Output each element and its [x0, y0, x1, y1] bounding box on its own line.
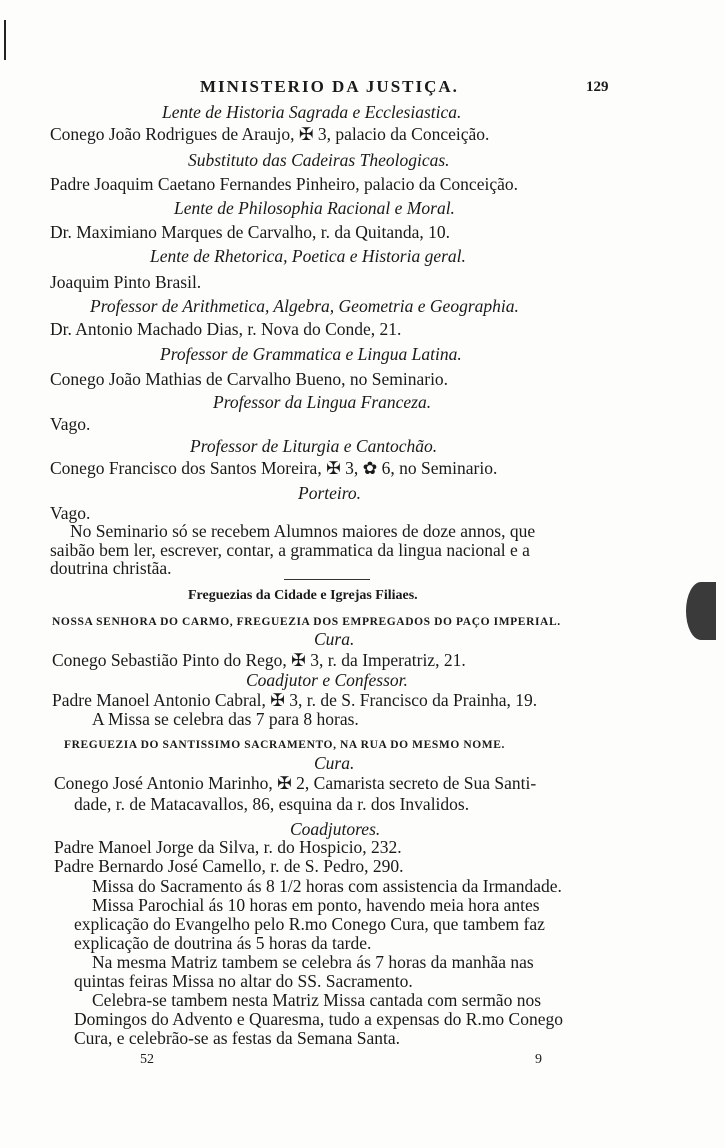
note-line: No Seminario só se recebem Alumnos maiores de doze annos, que	[70, 521, 536, 541]
note-line: saibão bem ler, escrever, contar, a grammatica da lingua nacional e a	[50, 540, 530, 560]
section-heading: Lente de Rhetorica, Poetica e Historia geral.	[150, 246, 466, 266]
section-heading: Professor de Arithmetica, Algebra, Geometria e Geographia.	[90, 296, 519, 316]
entry-line: Conego Francisco dos Santos Moreira, ✠ 3, ✿ 6, no Seminario.	[50, 458, 498, 478]
note-line: explicação de doutrina ás 5 horas da tarde.	[74, 933, 372, 953]
note-line: Missa Parochial ás 10 horas em ponto, havendo meia hora antes	[92, 895, 540, 915]
section-heading: Professor da Lingua Franceza.	[213, 392, 432, 412]
entry-line: Conego João Rodrigues de Araujo, ✠ 3, palacio da Conceição.	[50, 124, 490, 144]
role-heading: Cura.	[314, 629, 355, 649]
entry-line: Dr. Maximiano Marques de Carvalho, r. da Quitanda, 10.	[50, 222, 450, 242]
entry-line: Padre Manoel Jorge da Silva, r. do Hospicio, 232.	[54, 837, 402, 857]
note-line: Na mesma Matriz tambem se celebra ás 7 horas da manhãa nas	[92, 952, 534, 972]
note-line: A Missa se celebra das 7 para 8 horas.	[92, 709, 359, 729]
signature-mark: 52	[140, 1052, 154, 1067]
entry-line: Dr. Antonio Machado Dias, r. Nova do Conde, 21.	[50, 319, 402, 339]
page-number: 129	[586, 79, 609, 95]
note-line: quintas feiras Missa no altar do SS. Sacramento.	[74, 971, 413, 991]
role-heading: Cura.	[314, 753, 355, 773]
note-line: Celebra-se tambem nesta Matriz Missa cantada com sermão nos	[92, 990, 542, 1010]
entry-line: Conego José Antonio Marinho, ✠ 2, Camarista secreto de Sua Santi-	[54, 773, 537, 793]
entry-line: dade, r. de Matacavallos, 86, esquina da r. dos Invalidos.	[74, 794, 470, 814]
entry-line: Padre Joaquim Caetano Fernandes Pinheiro, palacio da Conceição.	[50, 174, 518, 194]
section-heading: Lente de Historia Sagrada e Ecclesiastica.	[162, 102, 462, 122]
note-line: explicação do Evangelho pelo R.mo Conego Cura, que tambem faz	[74, 914, 545, 934]
entry-line: Padre Manoel Antonio Cabral, ✠ 3, r. de S. Francisco da Prainha, 19.	[52, 690, 538, 710]
sheet-number: 9	[535, 1052, 542, 1067]
role-heading: Coadjutor e Confessor.	[246, 670, 408, 690]
entry-line: Conego Sebastião Pinto do Rego, ✠ 3, r. da Imperatriz, 21.	[52, 650, 466, 670]
section-heading: Substituto das Cadeiras Theologicas.	[188, 150, 450, 170]
entry-line: Vago.	[50, 503, 91, 523]
parish-heading: NOSSA SENHORA DO CARMO, FREGUEZIA DOS EMPREGADOS DO PAÇO IMPERIAL.	[52, 616, 561, 628]
entry-line: Joaquim Pinto Brasil.	[50, 272, 202, 292]
right-edge-blot	[686, 582, 716, 640]
running-header-title: MINISTERIO DA JUSTIÇA.	[200, 77, 459, 96]
section-heading: Porteiro.	[298, 483, 362, 503]
entry-line: Vago.	[50, 414, 91, 434]
left-margin-mark	[4, 20, 6, 60]
parish-heading: FREGUEZIA DO SANTISSIMO SACRAMENTO, NA RUA DO MESMO NOME.	[64, 739, 506, 751]
section-heading: Professor de Liturgia e Cantochão.	[190, 436, 438, 456]
subsection-title: Freguezias da Cidade e Igrejas Filiaes.	[188, 588, 418, 603]
note-line: doutrina christãa.	[50, 558, 172, 578]
section-separator	[284, 579, 370, 580]
note-line: Cura, e celebrão-se as festas da Semana Santa.	[74, 1028, 401, 1048]
entry-line: Conego João Mathias de Carvalho Bueno, no Seminario.	[50, 369, 449, 389]
entry-line: Padre Bernardo José Camello, r. de S. Pedro, 290.	[54, 856, 404, 876]
section-heading: Lente de Philosophia Racional e Moral.	[174, 198, 455, 218]
note-line: Domingos do Advento e Quaresma, tudo a expensas do R.mo Conego	[74, 1009, 563, 1029]
note-line: Missa do Sacramento ás 8 1/2 horas com assistencia da Irmandade.	[92, 876, 562, 896]
role-heading: Coadjutores.	[290, 819, 381, 839]
section-heading: Professor de Grammatica e Lingua Latina.	[160, 344, 462, 364]
